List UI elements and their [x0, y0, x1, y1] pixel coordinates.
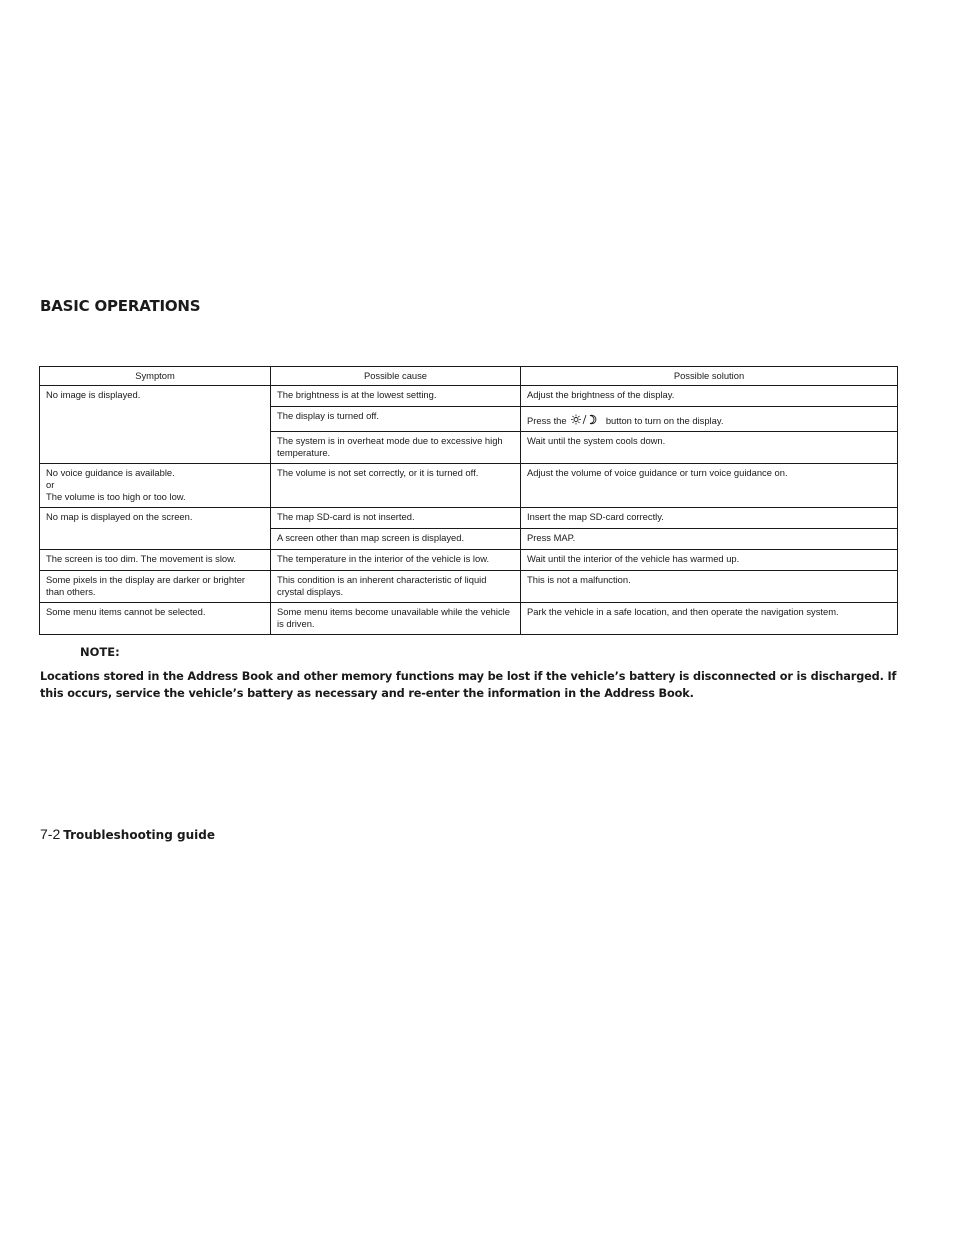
page-number: 7-2 [40, 826, 61, 842]
table-row [40, 508, 898, 529]
cause-cell: This condition is an inherent characteristic of liquid crystal displays. [271, 571, 521, 603]
cause-cell: The temperature in the interior of the vehicle is low. [271, 550, 521, 571]
table-row [40, 603, 898, 635]
cause-cell: The volume is not set correctly, or it is turned off. [271, 464, 521, 508]
cause-cell: Some menu items become unavailable while the vehicle is driven. [271, 603, 521, 635]
cause-cell: The map SD-card is not inserted. [271, 508, 521, 529]
solution-cell: Wait until the interior of the vehicle has warmed up. [521, 550, 898, 571]
solution-cell: Park the vehicle in a safe location, and then operate the navigation system. [521, 603, 898, 635]
solution-cell: Adjust the volume of voice guidance or turn voice guidance on. [521, 464, 898, 508]
table-row [40, 571, 898, 603]
cause-cell: The system is in overheat mode due to excessive high temperature. [271, 432, 521, 464]
symptom-cell: No image is displayed. [40, 386, 271, 407]
solution-cell: Wait until the system cools down. [521, 432, 898, 464]
solution-cell: Adjust the brightness of the display. [521, 386, 898, 407]
solution-prefix: Press the [527, 415, 567, 426]
note-body: Locations stored in the Address Book and other memory functions may be lost if the vehicle’s battery is disconnected or is discharged. If this occurs, service the vehicle’s battery as necessary and re-enter the information in the Address Book. [40, 670, 897, 700]
section-title: BASIC OPERATIONS [40, 297, 201, 315]
symptom-line: or [46, 479, 55, 490]
symptom-cell [40, 464, 271, 508]
symptom-line: No voice guidance is available. [46, 467, 175, 478]
symptom-line: The volume is too high or too low. [46, 491, 186, 502]
table-row [40, 529, 898, 550]
page-footer [40, 826, 215, 842]
day-night-icon [571, 414, 601, 425]
header-possible-cause: Possible cause [271, 367, 521, 386]
cause-cell: A screen other than map screen is displayed. [271, 529, 521, 550]
table-row [40, 550, 898, 571]
solution-suffix: button to turn on the display. [605, 415, 724, 426]
table-row [40, 407, 898, 432]
chapter-label: Troubleshooting guide [63, 828, 215, 842]
troubleshooting-table [39, 366, 898, 635]
cause-cell: The brightness is at the lowest setting. [271, 386, 521, 407]
symptom-cell [40, 529, 271, 550]
cause-cell: The display is turned off. [271, 407, 521, 432]
symptom-cell: Some menu items cannot be selected. [40, 603, 271, 635]
symptom-cell [40, 407, 271, 432]
symptom-cell [40, 432, 271, 464]
solution-cell [521, 407, 898, 432]
table-row [40, 432, 898, 464]
table-header-row [40, 367, 898, 386]
symptom-cell: No map is displayed on the screen. [40, 508, 271, 529]
symptom-cell: The screen is too dim. The movement is slow. [40, 550, 271, 571]
header-possible-solution: Possible solution [521, 367, 898, 386]
solution-cell: Press MAP. [521, 529, 898, 550]
table-row [40, 464, 898, 508]
symptom-cell: Some pixels in the display are darker or brighter than others. [40, 571, 271, 603]
solution-cell: Insert the map SD-card correctly. [521, 508, 898, 529]
header-symptom: Symptom [40, 367, 271, 386]
note-heading: NOTE: [80, 645, 120, 659]
table-row [40, 386, 898, 407]
solution-cell: This is not a malfunction. [521, 571, 898, 603]
